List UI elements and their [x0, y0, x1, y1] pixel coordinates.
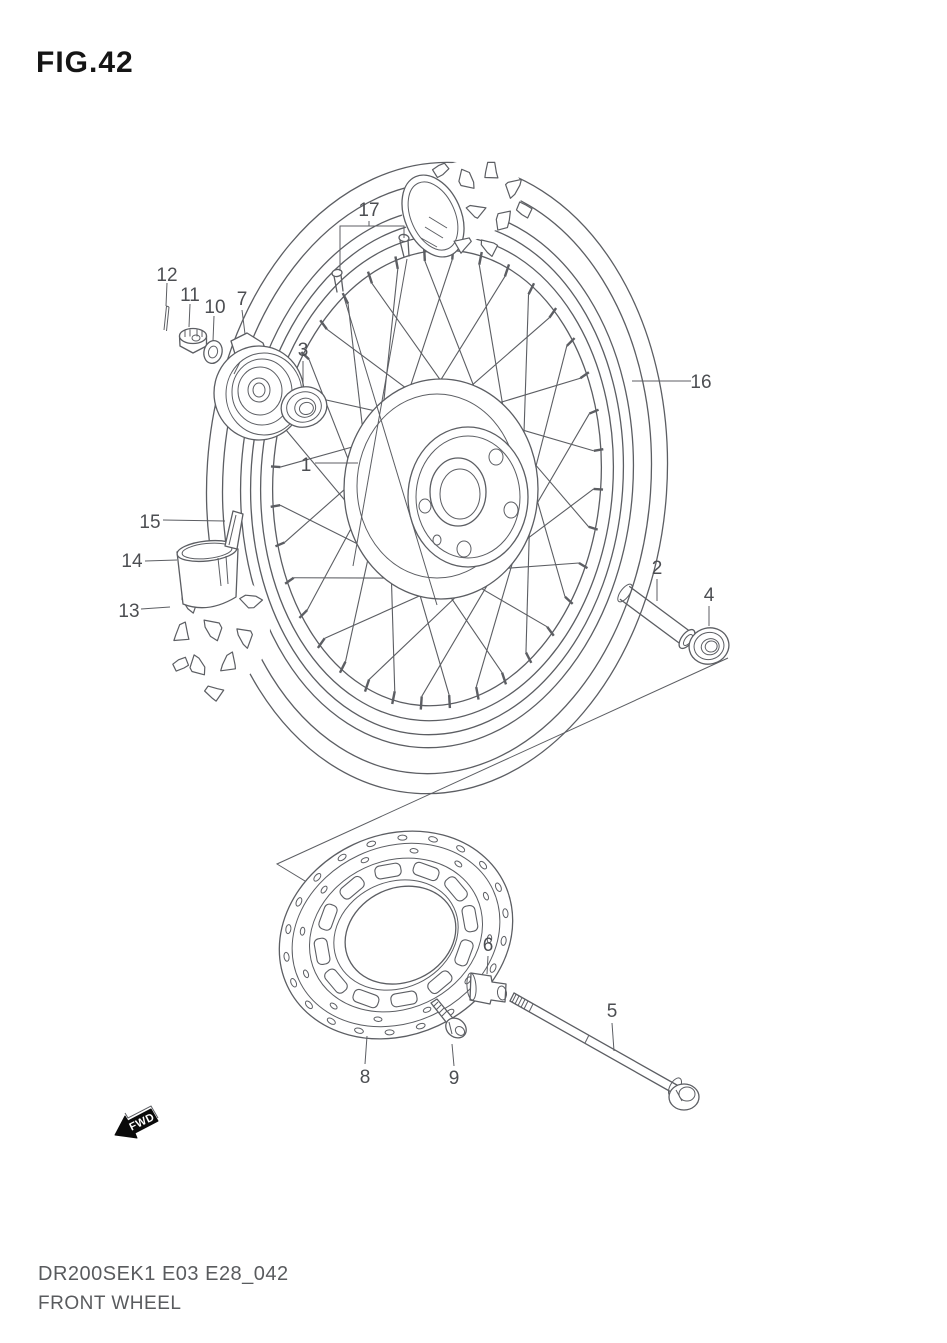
callout-16: 16 [690, 372, 712, 393]
callout-15: 15 [139, 512, 161, 533]
callout-17: 17 [358, 200, 380, 221]
part-pin [164, 306, 169, 331]
callout-2: 2 [651, 558, 663, 579]
rim-band [225, 511, 243, 549]
fwd-label: FWD [127, 1111, 157, 1134]
fwd-arrow [115, 1106, 158, 1138]
tire-cutaway-bottom [158, 511, 270, 701]
callout-4: 4 [703, 585, 715, 606]
callout-3: 3 [297, 340, 309, 361]
model-code: DR200SEK1 E03 E28_042 [38, 1263, 289, 1285]
callout-8: 8 [359, 1067, 371, 1088]
callout-14: 14 [121, 551, 143, 572]
part-axle [510, 993, 699, 1110]
callout-6: 6 [482, 935, 494, 956]
callout-12: 12 [156, 265, 178, 286]
part-axle-nut [466, 973, 507, 1004]
callout-13: 13 [118, 601, 140, 622]
callout-10: 10 [204, 297, 226, 318]
figure-caption: FRONT WHEEL [38, 1293, 182, 1314]
figure-title: FIG.42 [36, 46, 134, 79]
tire-cutaway-top [390, 145, 533, 267]
callout-1: 1 [300, 455, 312, 476]
callout-5: 5 [606, 1001, 618, 1022]
footer [38, 1263, 289, 1315]
part-brake-disc [245, 794, 547, 1077]
callout-9: 9 [448, 1068, 460, 1089]
callout-7: 7 [236, 289, 248, 310]
callout-11: 11 [180, 285, 200, 306]
hub [344, 379, 538, 599]
part-castle-nut [180, 329, 207, 354]
